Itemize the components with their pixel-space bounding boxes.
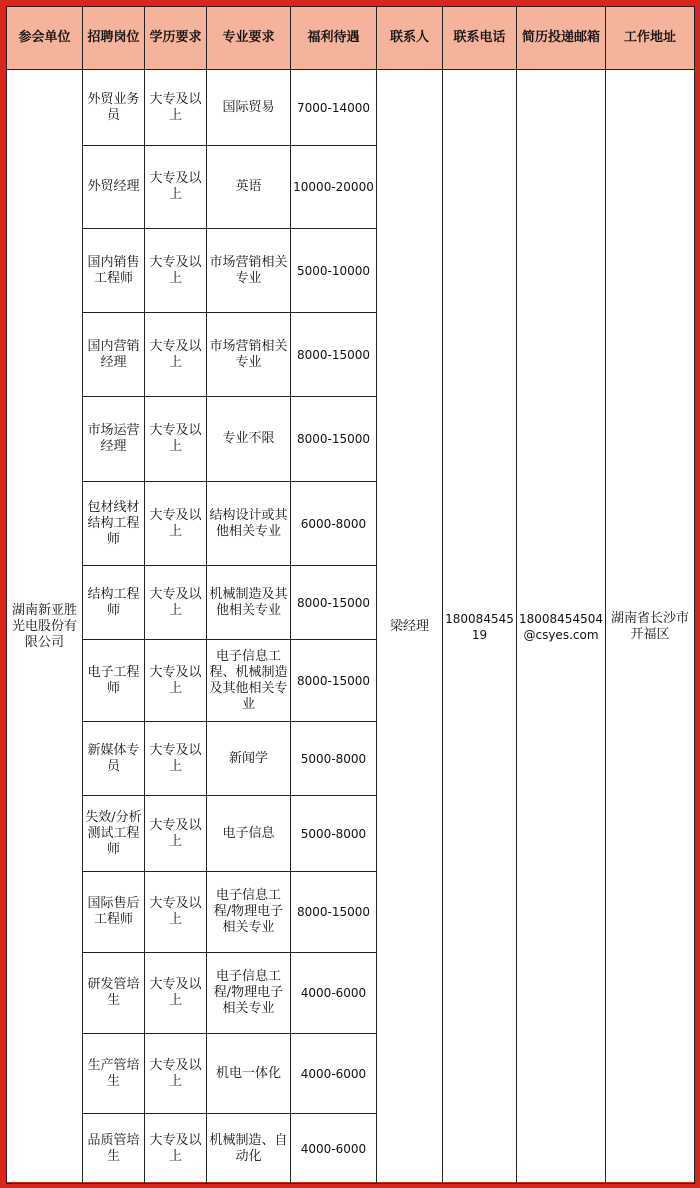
header-salary: 福利待遇 (291, 7, 377, 70)
position-cell: 失效/分析测试工程师 (83, 796, 145, 872)
email-cell: 18008454504@csyes.com (517, 70, 606, 1184)
salary-cell: 10000-20000 (291, 146, 377, 229)
education-cell: 大专及以上 (145, 640, 207, 722)
education-cell: 大专及以上 (145, 953, 207, 1034)
header-education: 学历要求 (145, 7, 207, 70)
header-row (7, 7, 695, 70)
education-cell: 大专及以上 (145, 1034, 207, 1114)
position-cell: 结构工程师 (83, 566, 145, 640)
salary-cell: 5000-10000 (291, 229, 377, 313)
education-cell: 大专及以上 (145, 482, 207, 566)
salary-cell: 5000-8000 (291, 722, 377, 796)
salary-cell: 8000-15000 (291, 397, 377, 482)
position-cell: 生产管培生 (83, 1034, 145, 1114)
major-cell: 电子信息工程/物理电子相关专业 (207, 953, 291, 1034)
education-cell: 大专及以上 (145, 229, 207, 313)
major-cell: 新闻学 (207, 722, 291, 796)
salary-cell: 8000-15000 (291, 566, 377, 640)
education-cell: 大专及以上 (145, 872, 207, 953)
major-cell: 专业不限 (207, 397, 291, 482)
salary-cell: 4000-6000 (291, 953, 377, 1034)
salary-cell: 8000-15000 (291, 872, 377, 953)
header-major: 专业要求 (207, 7, 291, 70)
company-cell: 湖南新亚胜光电股份有限公司 (7, 70, 83, 1184)
header-address: 工作地址 (606, 7, 695, 70)
major-cell: 机械制造、自动化 (207, 1114, 291, 1184)
position-cell: 国内营销经理 (83, 313, 145, 397)
position-cell: 外贸业务员 (83, 70, 145, 146)
salary-cell: 8000-15000 (291, 313, 377, 397)
position-cell: 外贸经理 (83, 146, 145, 229)
major-cell: 结构设计或其他相关专业 (207, 482, 291, 566)
position-cell: 包材线材结构工程师 (83, 482, 145, 566)
education-cell: 大专及以上 (145, 796, 207, 872)
major-cell: 机电一体化 (207, 1034, 291, 1114)
salary-cell: 8000-15000 (291, 640, 377, 722)
contact-cell: 梁经理 (377, 70, 443, 1184)
position-cell: 市场运营经理 (83, 397, 145, 482)
education-cell: 大专及以上 (145, 397, 207, 482)
position-cell: 新媒体专员 (83, 722, 145, 796)
table-row (7, 70, 695, 146)
education-cell: 大专及以上 (145, 1114, 207, 1184)
salary-cell: 5000-8000 (291, 796, 377, 872)
salary-cell: 4000-6000 (291, 1034, 377, 1114)
address-cell: 湖南省长沙市开福区 (606, 70, 695, 1184)
education-cell: 大专及以上 (145, 146, 207, 229)
major-cell: 电子信息工程/物理电子相关专业 (207, 872, 291, 953)
header-contact: 联系人 (377, 7, 443, 70)
position-cell: 品质管培生 (83, 1114, 145, 1184)
education-cell: 大专及以上 (145, 566, 207, 640)
education-cell: 大专及以上 (145, 70, 207, 146)
major-cell: 电子信息 (207, 796, 291, 872)
major-cell: 英语 (207, 146, 291, 229)
major-cell: 电子信息工程、机械制造及其他相关专业 (207, 640, 291, 722)
salary-cell: 7000-14000 (291, 70, 377, 146)
education-cell: 大专及以上 (145, 313, 207, 397)
job-listing-table (6, 6, 695, 1184)
major-cell: 国际贸易 (207, 70, 291, 146)
position-cell: 国内销售工程师 (83, 229, 145, 313)
major-cell: 市场营销相关专业 (207, 313, 291, 397)
major-cell: 市场营销相关专业 (207, 229, 291, 313)
header-email: 简历投递邮箱 (517, 7, 606, 70)
salary-cell: 6000-8000 (291, 482, 377, 566)
position-cell: 国际售后工程师 (83, 872, 145, 953)
major-cell: 机械制造及其他相关专业 (207, 566, 291, 640)
header-position: 招聘岗位 (83, 7, 145, 70)
job-table-frame (6, 6, 694, 1182)
header-company: 参会单位 (7, 7, 83, 70)
education-cell: 大专及以上 (145, 722, 207, 796)
position-cell: 电子工程师 (83, 640, 145, 722)
header-phone: 联系电话 (443, 7, 517, 70)
position-cell: 研发管培生 (83, 953, 145, 1034)
salary-cell: 4000-6000 (291, 1114, 377, 1184)
phone-cell: 18008454519 (443, 70, 517, 1184)
